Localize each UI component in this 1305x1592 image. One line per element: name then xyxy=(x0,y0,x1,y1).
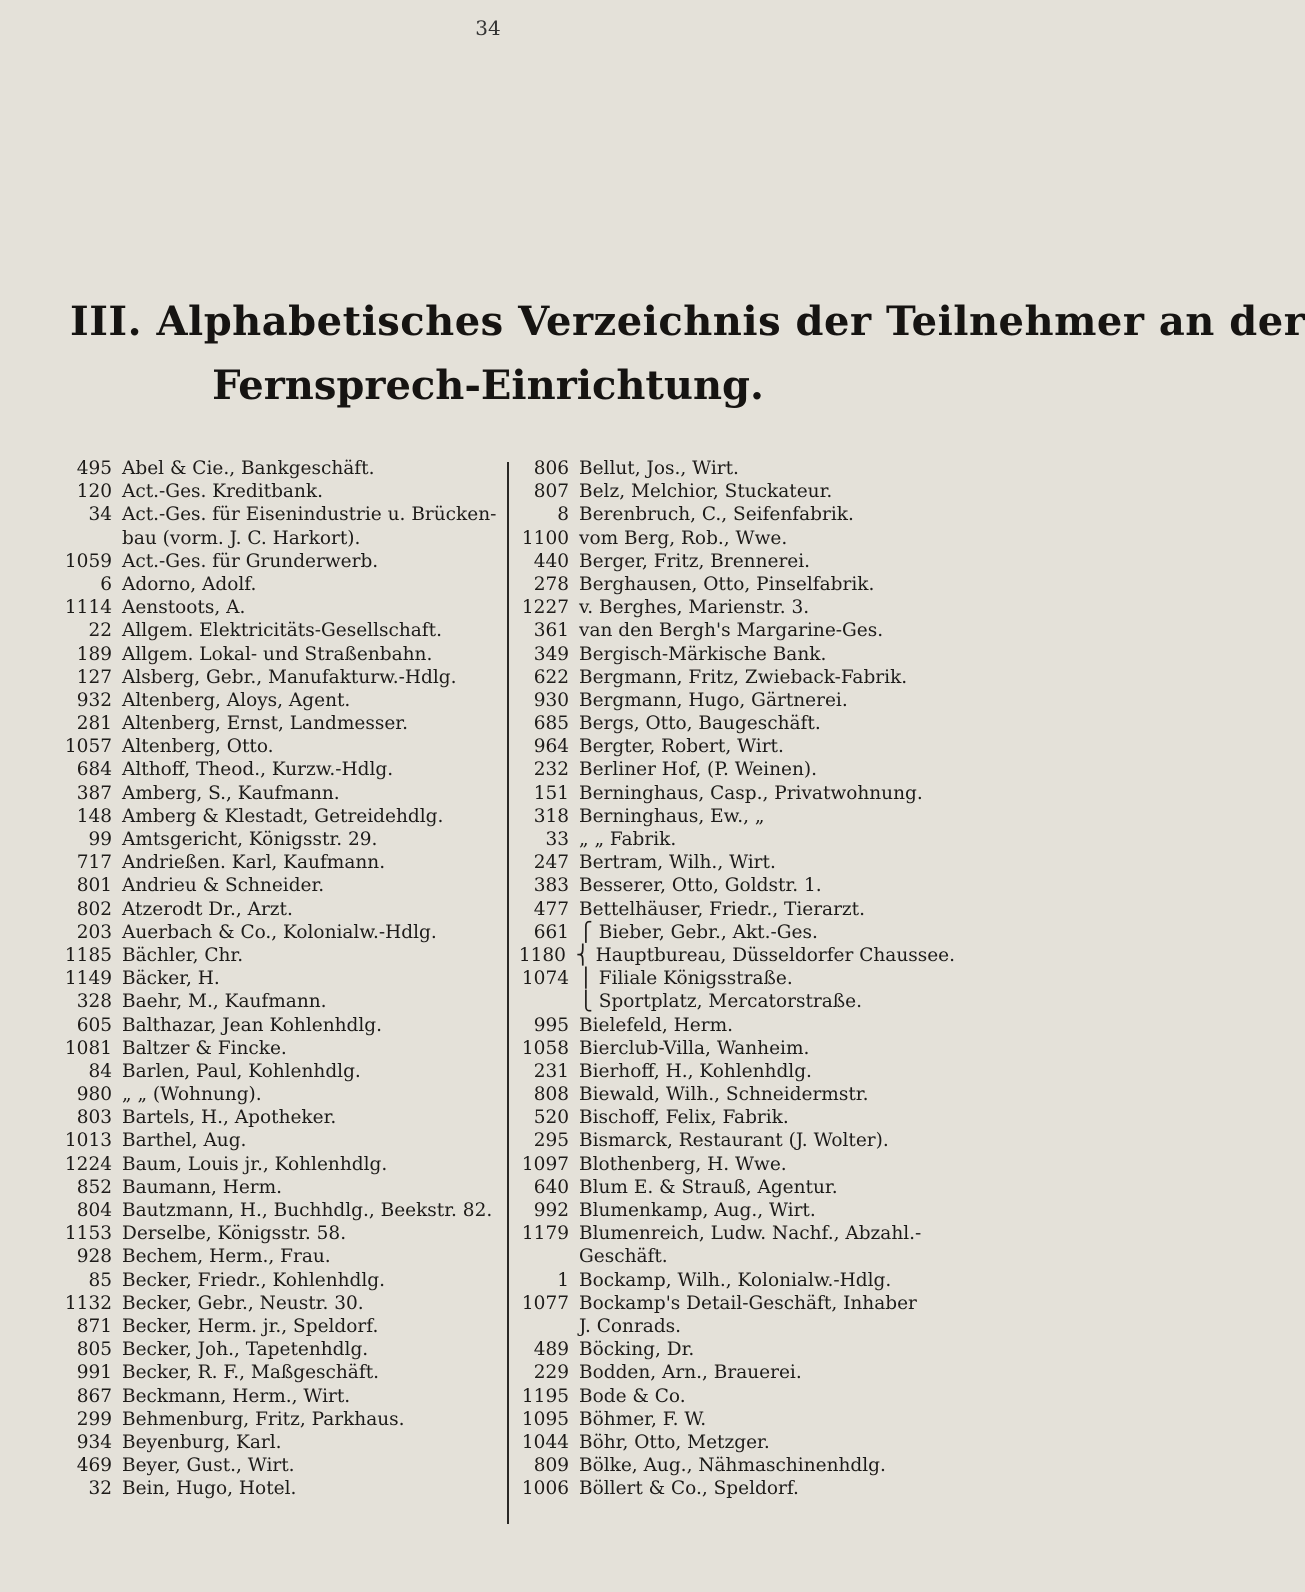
subscriber-number: 1013 xyxy=(64,1130,112,1152)
subscriber-number: 928 xyxy=(76,1246,112,1268)
subscriber-number: 1179 xyxy=(521,1223,569,1245)
subscriber-name: Bergisch-Märkische Bank. xyxy=(579,643,827,665)
directory-entry xyxy=(58,666,498,689)
subscriber-number: 1153 xyxy=(64,1223,112,1245)
subscriber-name: Becker, Gebr., Neustr. 30. xyxy=(122,1292,364,1314)
subscriber-name: Berliner Hof, (P. Weinen). xyxy=(579,759,817,781)
subscriber-number: 229 xyxy=(533,1362,569,1384)
subscriber-name: Baltzer & Fincke. xyxy=(122,1037,287,1059)
subscriber-name: Baum, Louis jr., Kohlenhdlg. xyxy=(122,1153,388,1175)
directory-entry xyxy=(58,1153,498,1176)
directory-entry xyxy=(58,1385,498,1408)
subscriber-number: 495 xyxy=(76,458,112,479)
subscriber-number: 640 xyxy=(533,1176,569,1198)
subscriber-name: Altenberg, Otto. xyxy=(122,736,274,758)
directory-entry xyxy=(58,1292,498,1315)
subscriber-number: 120 xyxy=(76,481,112,503)
subscriber-name: Bergter, Robert, Wirt. xyxy=(579,736,784,758)
subscriber-number: 203 xyxy=(76,921,112,943)
subscriber-number: 489 xyxy=(533,1339,569,1361)
subscriber-name: Berghausen, Otto, Pinselfabrik. xyxy=(579,573,875,595)
directory-entry xyxy=(515,735,955,758)
subscriber-name: Belz, Melchior, Stuckateur. xyxy=(579,481,833,503)
subscriber-name: Baumann, Herm. xyxy=(122,1176,283,1198)
page-number: 34 xyxy=(475,16,501,40)
subscriber-name: Bierhoff, H., Kohlenhdlg. xyxy=(579,1060,812,1082)
directory-entry xyxy=(515,1269,955,1292)
subscriber-number: 295 xyxy=(533,1130,569,1152)
subscriber-name: Beyenburg, Karl. xyxy=(122,1431,282,1453)
directory-entry xyxy=(58,1245,498,1268)
directory-entry xyxy=(58,1361,498,1384)
subscriber-number: 440 xyxy=(533,550,569,572)
subscriber-number: 867 xyxy=(76,1385,112,1407)
subscriber-name: Bode & Co. xyxy=(579,1385,686,1407)
subscriber-number: 804 xyxy=(76,1200,112,1221)
subscriber-name: ⎨ Hauptbureau, Düsseldorfer Chaussee. xyxy=(575,944,955,966)
subscriber-name: Becker, Herm. jr., Speldorf. xyxy=(122,1315,379,1337)
subscriber-name: Behmenburg, Fritz, Parkhaus. xyxy=(122,1408,405,1430)
directory-entry xyxy=(515,1408,955,1431)
directory-entry xyxy=(58,1060,498,1083)
subscriber-name: ⎧ Bieber, Gebr., Akt.-Ges. xyxy=(579,921,818,943)
directory-entry xyxy=(515,1083,955,1106)
subscriber-name: Bellut, Jos., Wirt. xyxy=(579,458,739,479)
subscriber-name: Beyer, Gust., Wirt. xyxy=(122,1455,295,1477)
subscriber-name: Bergs, Otto, Baugeschäft. xyxy=(579,713,821,735)
subscriber-number: 148 xyxy=(76,805,112,827)
directory-entry xyxy=(58,1129,498,1152)
subscriber-number: 808 xyxy=(533,1084,569,1106)
subscriber-number: 809 xyxy=(533,1455,569,1477)
directory-entry xyxy=(58,990,498,1013)
subscriber-name: Blum E. & Strauß, Agentur. xyxy=(579,1176,838,1198)
directory-entry xyxy=(515,573,955,596)
directory-entry xyxy=(58,735,498,758)
subscriber-number: 805 xyxy=(76,1339,112,1361)
directory-entry xyxy=(515,1245,955,1268)
subscriber-number: 8 xyxy=(557,504,569,526)
subscriber-name: Becker, Friedr., Kohlenhdlg. xyxy=(122,1269,386,1291)
subscriber-name: Blumenkamp, Aug., Wirt. xyxy=(579,1200,816,1221)
directory-entry xyxy=(515,1060,955,1083)
directory-entry xyxy=(58,758,498,781)
subscriber-number: 387 xyxy=(76,782,112,804)
subscriber-number: 281 xyxy=(76,713,112,735)
subscriber-number: 802 xyxy=(76,898,112,920)
directory-entry xyxy=(58,921,498,944)
subscriber-number: 232 xyxy=(533,759,569,781)
directory-entry xyxy=(58,898,498,921)
subscriber-number: 32 xyxy=(88,1478,112,1500)
subscriber-name: Bierclub-Villa, Wanheim. xyxy=(579,1037,810,1059)
directory-entry xyxy=(515,1014,955,1037)
subscriber-number: 189 xyxy=(76,643,112,665)
directory-entry xyxy=(58,527,498,550)
directory-entry xyxy=(515,782,955,805)
directory-entry xyxy=(515,944,955,967)
directory-entry xyxy=(58,689,498,712)
directory-entry xyxy=(58,828,498,851)
subscriber-number: 22 xyxy=(88,620,112,642)
directory-entry xyxy=(515,967,955,990)
subscriber-number: 33 xyxy=(545,829,569,850)
subscriber-number: 1058 xyxy=(521,1037,569,1059)
subscriber-name: Bodden, Arn., Brauerei. xyxy=(579,1362,802,1384)
directory-entry xyxy=(515,1361,955,1384)
subscriber-name: Andrießen. Karl, Kaufmann. xyxy=(122,852,386,874)
directory-entry xyxy=(58,1083,498,1106)
subscriber-name: Bertram, Wilh., Wirt. xyxy=(579,852,776,874)
directory-entry xyxy=(58,503,498,526)
subscriber-name: Baehr, M., Kaufmann. xyxy=(122,991,327,1013)
subscriber-number: 1059 xyxy=(64,550,112,572)
subscriber-name: Bein, Hugo, Hotel. xyxy=(122,1478,297,1500)
subscriber-number: 231 xyxy=(533,1060,569,1082)
subscriber-number: 1185 xyxy=(64,944,112,966)
directory-entry xyxy=(515,851,955,874)
subscriber-name: bau (vorm. J. C. Harkort). xyxy=(122,527,361,549)
subscriber-name: Bölke, Aug., Nähmaschinenhdlg. xyxy=(579,1455,886,1477)
directory-entry xyxy=(58,457,498,480)
subscriber-number: 349 xyxy=(533,643,569,665)
subscriber-number: 85 xyxy=(88,1269,112,1291)
directory-entry xyxy=(515,1385,955,1408)
subscriber-name: Berger, Fritz, Brennerei. xyxy=(579,550,811,572)
subscriber-number: 1132 xyxy=(64,1292,112,1314)
subscriber-number: 934 xyxy=(76,1431,112,1453)
directory-entry xyxy=(58,1408,498,1431)
subscriber-name: Amtsgericht, Königsstr. 29. xyxy=(122,829,378,850)
directory-entry xyxy=(515,1176,955,1199)
directory-entry xyxy=(58,619,498,642)
directory-entry xyxy=(515,1106,955,1129)
subscriber-number: 383 xyxy=(533,875,569,897)
subscriber-name: Bäcker, H. xyxy=(122,968,220,990)
subscriber-number: 717 xyxy=(76,852,112,874)
subscriber-name: Bismarck, Restaurant (J. Wolter). xyxy=(579,1130,889,1152)
subscriber-number: 520 xyxy=(533,1107,569,1129)
subscriber-name: vom Berg, Rob., Wwe. xyxy=(579,527,788,549)
subscriber-name: Bergmann, Hugo, Gärtnerei. xyxy=(579,689,848,711)
subscriber-name: ⎪ Filiale Königsstraße. xyxy=(579,968,793,990)
subscriber-number: 477 xyxy=(533,898,569,920)
directory-entry xyxy=(58,874,498,897)
directory-entry xyxy=(58,1338,498,1361)
directory-entry xyxy=(58,1014,498,1037)
directory-entry xyxy=(58,550,498,573)
directory-entry xyxy=(58,805,498,828)
subscriber-number: 803 xyxy=(76,1107,112,1129)
directory-entry xyxy=(515,666,955,689)
subscriber-name: Böcking, Dr. xyxy=(579,1339,695,1361)
subscriber-name: Bettelhäuser, Friedr., Tierarzt. xyxy=(579,898,865,920)
subscriber-number: 361 xyxy=(533,620,569,642)
directory-entry xyxy=(58,1431,498,1454)
subscriber-name: Böhmer, F. W. xyxy=(579,1408,707,1430)
directory-entry xyxy=(515,619,955,642)
subscriber-number: 1097 xyxy=(521,1153,569,1175)
subscriber-name: Barthel, Aug. xyxy=(122,1130,247,1152)
subscriber-number: 871 xyxy=(76,1315,112,1337)
subscriber-number: 806 xyxy=(533,458,569,479)
directory-entry xyxy=(58,573,498,596)
directory-entry xyxy=(58,967,498,990)
subscriber-name: Amberg, S., Kaufmann. xyxy=(122,782,340,804)
section-heading-line-2: Fernsprech-Einrichtung. xyxy=(212,362,764,409)
directory-entry xyxy=(58,643,498,666)
subscriber-name: Beckmann, Herm., Wirt. xyxy=(122,1385,351,1407)
subscriber-name: Besserer, Otto, Goldstr. 1. xyxy=(579,875,822,897)
subscriber-name: Auerbach & Co., Kolonialw.-Hdlg. xyxy=(122,921,437,943)
subscriber-number: 1227 xyxy=(521,597,569,619)
subscriber-name: Berninghaus, Ew., „ xyxy=(579,805,765,827)
directory-entry xyxy=(58,944,498,967)
directory-entry xyxy=(58,1106,498,1129)
subscriber-name: Bechem, Herm., Frau. xyxy=(122,1246,331,1268)
directory-entry xyxy=(58,851,498,874)
directory-entry xyxy=(515,1292,955,1315)
directory-entry xyxy=(515,1222,955,1245)
subscriber-name: Altenberg, Ernst, Landmesser. xyxy=(122,713,408,735)
directory-entry xyxy=(58,1037,498,1060)
directory-entry xyxy=(515,503,955,526)
column-divider xyxy=(507,462,509,1524)
subscriber-number: 1081 xyxy=(64,1037,112,1059)
subscriber-name: Bergmann, Fritz, Zwieback-Fabrik. xyxy=(579,666,908,688)
subscriber-number: 622 xyxy=(533,666,569,688)
directory-entry xyxy=(515,689,955,712)
subscriber-name: v. Berghes, Marienstr. 3. xyxy=(579,597,810,619)
subscriber-name: Biewald, Wilh., Schneidermstr. xyxy=(579,1084,869,1106)
subscriber-name: Geschäft. xyxy=(579,1246,668,1268)
subscriber-name: Amberg & Klestadt, Getreidehdlg. xyxy=(122,805,444,827)
directory-entry xyxy=(58,782,498,805)
directory-entry xyxy=(515,1338,955,1361)
subscriber-number: 605 xyxy=(76,1014,112,1036)
subscriber-name: Act.-Ges. Kreditbank. xyxy=(122,481,323,503)
subscriber-number: 247 xyxy=(533,852,569,874)
subscriber-name: Becker, Joh., Tapetenhdlg. xyxy=(122,1339,369,1361)
subscriber-number: 991 xyxy=(76,1362,112,1384)
directory-entry xyxy=(515,1454,955,1477)
subscriber-name: Berenbruch, C., Seifenfabrik. xyxy=(579,504,854,526)
subscriber-number: 1195 xyxy=(521,1385,569,1407)
subscriber-name: Adorno, Adolf. xyxy=(122,573,257,595)
subscriber-name: Becker, R. F., Maßgeschäft. xyxy=(122,1362,380,1384)
subscriber-name: Allgem. Lokal- und Straßenbahn. xyxy=(122,643,433,665)
directory-entry xyxy=(58,596,498,619)
directory-entry xyxy=(515,828,955,851)
directory-entry xyxy=(515,898,955,921)
subscriber-name: Bartels, H., Apotheker. xyxy=(122,1107,337,1129)
right-column xyxy=(515,457,955,1500)
subscriber-number: 318 xyxy=(533,805,569,827)
subscriber-number: 932 xyxy=(76,689,112,711)
subscriber-number: 278 xyxy=(533,573,569,595)
subscriber-number: 99 xyxy=(88,829,112,850)
subscriber-name: Andrieu & Schneider. xyxy=(122,875,325,897)
subscriber-name: Aenstoots, A. xyxy=(122,597,246,619)
subscriber-name: Act.-Ges. für Grunderwerb. xyxy=(122,550,379,572)
subscriber-name: Blumenreich, Ludw. Nachf., Abzahl.- xyxy=(579,1223,922,1245)
subscriber-name: Bockamp's Detail-Geschäft, Inhaber xyxy=(579,1292,917,1314)
subscriber-name: J. Conrads. xyxy=(579,1315,682,1337)
directory-entry xyxy=(515,1431,955,1454)
directory-entry xyxy=(515,1477,955,1500)
subscriber-number: 1149 xyxy=(64,968,112,990)
subscriber-name: Althoff, Theod., Kurzw.-Hdlg. xyxy=(122,759,394,781)
subscriber-name: Derselbe, Königsstr. 58. xyxy=(122,1223,347,1245)
directory-entry xyxy=(515,1037,955,1060)
subscriber-number: 34 xyxy=(88,504,112,526)
subscriber-number: 1100 xyxy=(521,527,569,549)
directory-entry xyxy=(58,1199,498,1222)
directory-entry xyxy=(515,1315,955,1338)
subscriber-number: 1 xyxy=(557,1269,569,1291)
subscriber-number: 964 xyxy=(533,736,569,758)
directory-entry xyxy=(515,805,955,828)
subscriber-number: 992 xyxy=(533,1200,569,1221)
directory-entry xyxy=(58,1222,498,1245)
subscriber-number: 84 xyxy=(88,1060,112,1082)
directory-entry xyxy=(515,643,955,666)
left-column xyxy=(58,457,498,1500)
directory-entry xyxy=(515,874,955,897)
subscriber-name: Alsberg, Gebr., Manufakturw.-Hdlg. xyxy=(122,666,457,688)
directory-entry xyxy=(515,596,955,619)
subscriber-number: 852 xyxy=(76,1176,112,1198)
subscriber-name: Atzerodt Dr., Arzt. xyxy=(122,898,293,920)
subscriber-number: 127 xyxy=(76,666,112,688)
subscriber-name: Bielefeld, Herm. xyxy=(579,1014,733,1036)
directory-entry xyxy=(58,1315,498,1338)
subscriber-name: Berninghaus, Casp., Privatwohnung. xyxy=(579,782,923,804)
subscriber-name: Bächler, Chr. xyxy=(122,944,244,966)
directory-entry xyxy=(58,1454,498,1477)
directory-entry xyxy=(515,550,955,573)
subscriber-name: Allgem. Elektricitäts-Gesellschaft. xyxy=(122,620,442,642)
directory-entry xyxy=(515,527,955,550)
subscriber-name: Böllert & Co., Speldorf. xyxy=(579,1478,799,1500)
subscriber-number: 299 xyxy=(76,1408,112,1430)
directory-entry xyxy=(515,457,955,480)
subscriber-number: 328 xyxy=(76,991,112,1013)
subscriber-number: 1074 xyxy=(521,968,569,990)
subscriber-number: 6 xyxy=(100,573,112,595)
subscriber-name: Bischoff, Felix, Fabrik. xyxy=(579,1107,789,1129)
subscriber-number: 1057 xyxy=(64,736,112,758)
subscriber-name: Balthazar, Jean Kohlenhdlg. xyxy=(122,1014,383,1036)
directory-entry xyxy=(58,1176,498,1199)
subscriber-name: Barlen, Paul, Kohlenhdlg. xyxy=(122,1060,361,1082)
subscriber-number: 980 xyxy=(76,1084,112,1106)
subscriber-number: 1044 xyxy=(521,1431,569,1453)
subscriber-name: „ „ Fabrik. xyxy=(579,829,677,850)
subscriber-number: 469 xyxy=(76,1455,112,1477)
directory-entry xyxy=(515,758,955,781)
directory-entry xyxy=(515,1129,955,1152)
directory-entry xyxy=(58,712,498,735)
subscriber-name: Bockamp, Wilh., Kolonialw.-Hdlg. xyxy=(579,1269,892,1291)
subscriber-number: 685 xyxy=(533,713,569,735)
directory-entry xyxy=(515,1199,955,1222)
subscriber-number: 1180 xyxy=(518,944,566,966)
directory-entry xyxy=(58,480,498,503)
subscriber-number: 995 xyxy=(533,1014,569,1036)
subscriber-name: van den Bergh's Margarine-Ges. xyxy=(579,620,884,642)
subscriber-number: 1114 xyxy=(64,597,112,619)
subscriber-number: 1077 xyxy=(521,1292,569,1314)
directory-entry xyxy=(58,1269,498,1292)
directory-entry xyxy=(515,712,955,735)
directory-entry xyxy=(58,1477,498,1500)
subscriber-number: 807 xyxy=(533,481,569,503)
subscriber-name: Böhr, Otto, Metzger. xyxy=(579,1431,770,1453)
directory-entry xyxy=(515,480,955,503)
directory-entry xyxy=(515,1153,955,1176)
subscriber-number: 684 xyxy=(76,759,112,781)
section-heading-line-1: III. Alphabetisches Verzeichnis der Teilnehmer an der xyxy=(70,298,1305,345)
subscriber-name: Bautzmann, H., Buchhdlg., Beekstr. 82. xyxy=(122,1200,493,1221)
directory-entry xyxy=(515,921,955,944)
subscriber-name: Abel & Cie., Bankgeschäft. xyxy=(122,458,375,479)
subscriber-name: ⎩ Sportplatz, Mercatorstraße. xyxy=(579,991,862,1013)
subscriber-name: Altenberg, Aloys, Agent. xyxy=(122,689,351,711)
subscriber-name: Blothenberg, H. Wwe. xyxy=(579,1153,787,1175)
subscriber-number: 1006 xyxy=(521,1478,569,1500)
subscriber-number: 151 xyxy=(533,782,569,804)
subscriber-number: 661 xyxy=(533,921,569,943)
subscriber-number: 1095 xyxy=(521,1408,569,1430)
directory-entry xyxy=(515,990,955,1013)
subscriber-number: 1224 xyxy=(64,1153,112,1175)
subscriber-number: 801 xyxy=(76,875,112,897)
subscriber-number: 930 xyxy=(533,689,569,711)
subscriber-name: „ „ (Wohnung). xyxy=(122,1084,262,1106)
subscriber-name: Act.-Ges. für Eisenindustrie u. Brücken- xyxy=(122,504,497,526)
